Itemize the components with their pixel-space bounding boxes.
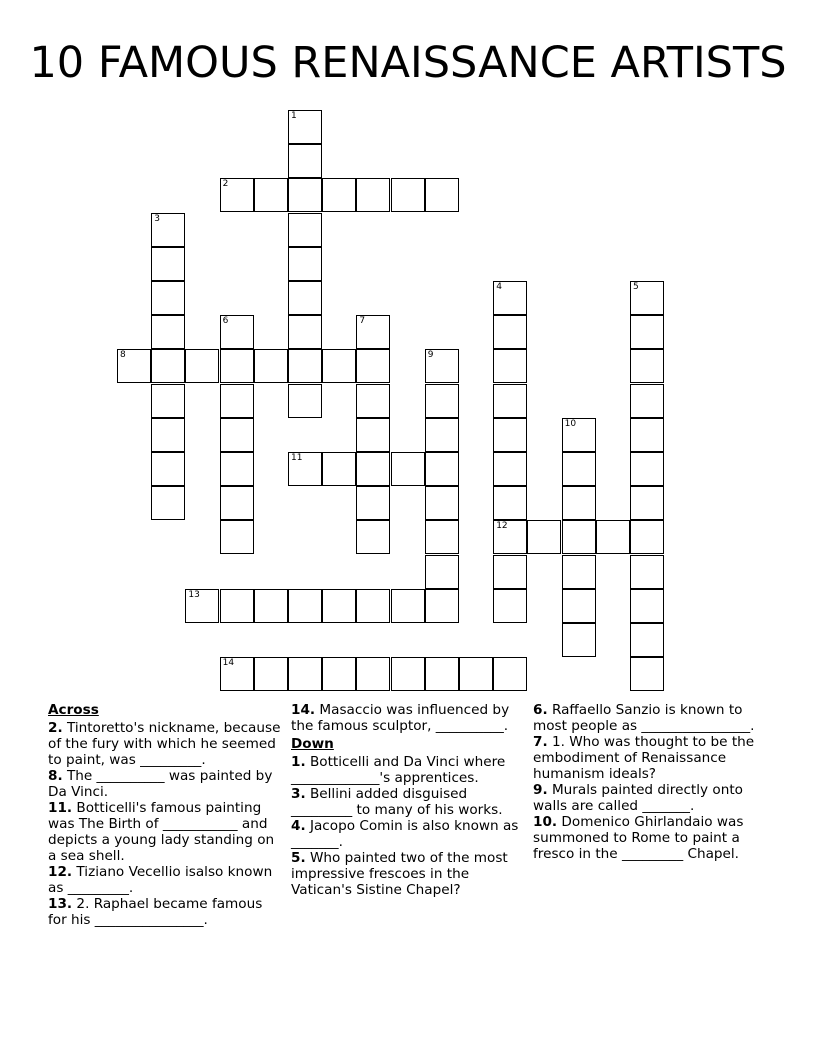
grid-cell[interactable] xyxy=(596,520,630,554)
grid-cell[interactable] xyxy=(356,315,390,349)
grid-cell[interactable] xyxy=(322,452,356,486)
clue-down-3: 3. Bellini added disguised _________ to many of his works. xyxy=(291,786,503,818)
grid-cell[interactable] xyxy=(288,589,322,623)
grid-cell[interactable] xyxy=(288,349,322,383)
grid-cell[interactable] xyxy=(322,178,356,212)
grid-cell[interactable] xyxy=(562,418,596,452)
grid-cell[interactable] xyxy=(151,247,185,281)
grid-cell[interactable] xyxy=(493,418,527,452)
grid-cell[interactable] xyxy=(493,520,527,554)
clue-across-2: 2. Tintoretto's nickname, because of the fury with which he seemed to paint, was _________. xyxy=(48,720,281,768)
grid-cell[interactable] xyxy=(493,452,527,486)
grid-cell[interactable] xyxy=(493,486,527,520)
grid-cell[interactable] xyxy=(220,315,254,349)
clue-down-9: 9. Murals painted directly onto walls are called _______. xyxy=(533,782,743,814)
grid-cell[interactable] xyxy=(288,281,322,315)
grid-cell[interactable] xyxy=(630,486,664,520)
grid-cell[interactable] xyxy=(425,178,459,212)
grid-cell[interactable] xyxy=(356,589,390,623)
grid-cell[interactable] xyxy=(493,589,527,623)
grid-cell[interactable] xyxy=(425,384,459,418)
clue-number: 13 xyxy=(188,589,200,600)
grid-cell[interactable] xyxy=(254,349,288,383)
grid-cell[interactable] xyxy=(288,247,322,281)
clue-number: 3 xyxy=(154,213,160,224)
grid-cell[interactable] xyxy=(322,349,356,383)
grid-cell[interactable] xyxy=(117,349,151,383)
grid-cell[interactable] xyxy=(151,349,185,383)
clue-across-11: 11. Botticelli's famous painting was The Birth of ___________ and depicts a young lady standing on a sea shell. xyxy=(48,800,275,864)
clue-across-8: 8. The __________ was painted by Da Vinci. xyxy=(48,768,273,800)
grid-cell[interactable] xyxy=(151,452,185,486)
clues-column-2 xyxy=(291,702,526,898)
grid-cell[interactable] xyxy=(562,520,596,554)
grid-cell[interactable] xyxy=(288,657,322,691)
grid-cell[interactable] xyxy=(322,657,356,691)
grid-cell[interactable] xyxy=(391,452,425,486)
grid-cell[interactable] xyxy=(527,520,561,554)
grid-cell[interactable] xyxy=(151,384,185,418)
grid-cell[interactable] xyxy=(288,178,322,212)
grid-cell[interactable] xyxy=(288,110,322,144)
grid-cell[interactable] xyxy=(220,520,254,554)
grid-cell[interactable] xyxy=(220,486,254,520)
clue-number: 7 xyxy=(359,316,366,327)
grid-cell[interactable] xyxy=(151,486,185,520)
grid-cell[interactable] xyxy=(493,384,527,418)
grid-cell[interactable] xyxy=(630,520,664,554)
grid-cell[interactable] xyxy=(185,589,219,623)
grid-cell[interactable] xyxy=(356,418,390,452)
grid-cell[interactable] xyxy=(356,452,390,486)
grid-cell[interactable] xyxy=(356,178,390,212)
clue-number: 2 xyxy=(222,179,229,190)
grid-cell[interactable] xyxy=(254,657,288,691)
grid-cell[interactable] xyxy=(220,384,254,418)
clue-number: 6 xyxy=(222,316,229,327)
grid-cell[interactable] xyxy=(220,418,254,452)
grid-cell[interactable] xyxy=(220,452,254,486)
grid-cell[interactable] xyxy=(425,349,459,383)
clue-number: 4 xyxy=(496,282,502,292)
grid-cell[interactable] xyxy=(185,349,219,383)
grid-cell[interactable] xyxy=(493,315,527,349)
grid-cell[interactable] xyxy=(630,384,664,418)
grid-cell[interactable] xyxy=(630,589,664,623)
grid-cell[interactable] xyxy=(356,520,390,554)
grid-cell[interactable] xyxy=(493,657,527,691)
grid-cell[interactable] xyxy=(151,418,185,452)
grid-cell[interactable] xyxy=(425,418,459,452)
grid-cell[interactable] xyxy=(151,213,185,247)
clue-down-6: 6. Raffaello Sanzio is known to most people as ________________. xyxy=(533,702,755,734)
grid-cell[interactable] xyxy=(493,281,527,315)
down-heading: Down xyxy=(291,736,334,752)
clue-across-12: 12. Tiziano Vecellio isalso known as _________. xyxy=(48,864,273,896)
clue-down-4: 4. Jacopo Comin is also known as _______. xyxy=(291,818,519,850)
grid-cell[interactable] xyxy=(630,623,664,657)
grid-cell[interactable] xyxy=(630,349,664,383)
grid-cell[interactable] xyxy=(322,589,356,623)
grid-cell[interactable] xyxy=(630,418,664,452)
grid-cell[interactable] xyxy=(356,384,390,418)
grid-cell[interactable] xyxy=(288,213,322,247)
clue-number: 8 xyxy=(120,350,126,361)
grid-cell[interactable] xyxy=(630,452,664,486)
grid-cell[interactable] xyxy=(493,349,527,383)
grid-cell[interactable] xyxy=(493,555,527,589)
grid-cell[interactable] xyxy=(356,486,390,520)
grid-cell[interactable] xyxy=(562,623,596,657)
grid-cell[interactable] xyxy=(425,520,459,554)
grid-cell[interactable] xyxy=(562,452,596,486)
grid-cell[interactable] xyxy=(288,384,322,418)
clue-down-10: 10. Domenico Ghirlandaio was summoned to Rome to paint a fresco in the _________ Chapel. xyxy=(533,814,744,862)
grid-cell[interactable] xyxy=(425,486,459,520)
clue-number: 11 xyxy=(291,453,303,463)
clue-number: 14 xyxy=(222,658,235,669)
grid-cell[interactable] xyxy=(356,349,390,383)
grid-cell[interactable] xyxy=(220,178,254,212)
grid-cell[interactable] xyxy=(425,589,459,623)
grid-cell[interactable] xyxy=(254,178,288,212)
grid-cell[interactable] xyxy=(254,589,288,623)
across-heading: Across xyxy=(48,702,99,718)
grid-cell[interactable] xyxy=(151,315,185,349)
grid-cell[interactable] xyxy=(356,657,390,691)
grid-cell[interactable] xyxy=(391,589,425,623)
grid-cell[interactable] xyxy=(562,555,596,589)
clue-number: 10 xyxy=(564,418,577,429)
grid-cell[interactable] xyxy=(425,657,459,691)
grid-cell[interactable] xyxy=(288,452,322,486)
grid-cell[interactable] xyxy=(630,555,664,589)
grid-cell[interactable] xyxy=(288,315,322,349)
clue-across-13: 13. 2. Raphael became famous for his ________________. xyxy=(48,896,263,928)
grid-cell[interactable] xyxy=(151,281,185,315)
grid-cell[interactable] xyxy=(220,589,254,623)
grid-cell[interactable] xyxy=(391,657,425,691)
clue-number: 5 xyxy=(633,282,639,292)
grid-cell[interactable] xyxy=(425,452,459,486)
clue-number: 12 xyxy=(496,521,508,532)
grid-cell[interactable] xyxy=(391,178,425,212)
grid-cell[interactable] xyxy=(220,657,254,691)
grid-cell[interactable] xyxy=(630,657,664,691)
grid-cell[interactable] xyxy=(562,486,596,520)
clues-column-3 xyxy=(533,702,768,862)
grid-cell[interactable] xyxy=(288,144,322,178)
grid-cell[interactable] xyxy=(630,315,664,349)
grid-cell[interactable] xyxy=(220,349,254,383)
clue-down-1: 1. Botticelli and Da Vinci where _____________'s apprentices. xyxy=(291,754,506,786)
clue-number: 1 xyxy=(291,111,297,121)
grid-cell[interactable] xyxy=(562,589,596,623)
clue-number: 9 xyxy=(427,350,434,361)
clue-down-7: 7. 1. Who was thought to be the embodiment of Renaissance humanism ideals? xyxy=(533,734,755,782)
grid-cell[interactable] xyxy=(425,555,459,589)
clue-down-5: 5. Who painted two of the most impressive frescoes in the Vatican's Sistine Chapel? xyxy=(291,850,508,898)
clue-across-14: 14. Masaccio was influenced by the famous sculptor, __________. xyxy=(291,702,510,734)
clues-column-1 xyxy=(48,702,283,928)
grid-cell[interactable] xyxy=(630,281,664,315)
grid-cell[interactable] xyxy=(459,657,493,691)
page-title: 10 FAMOUS RENAISSANCE ARTISTS xyxy=(29,38,787,88)
